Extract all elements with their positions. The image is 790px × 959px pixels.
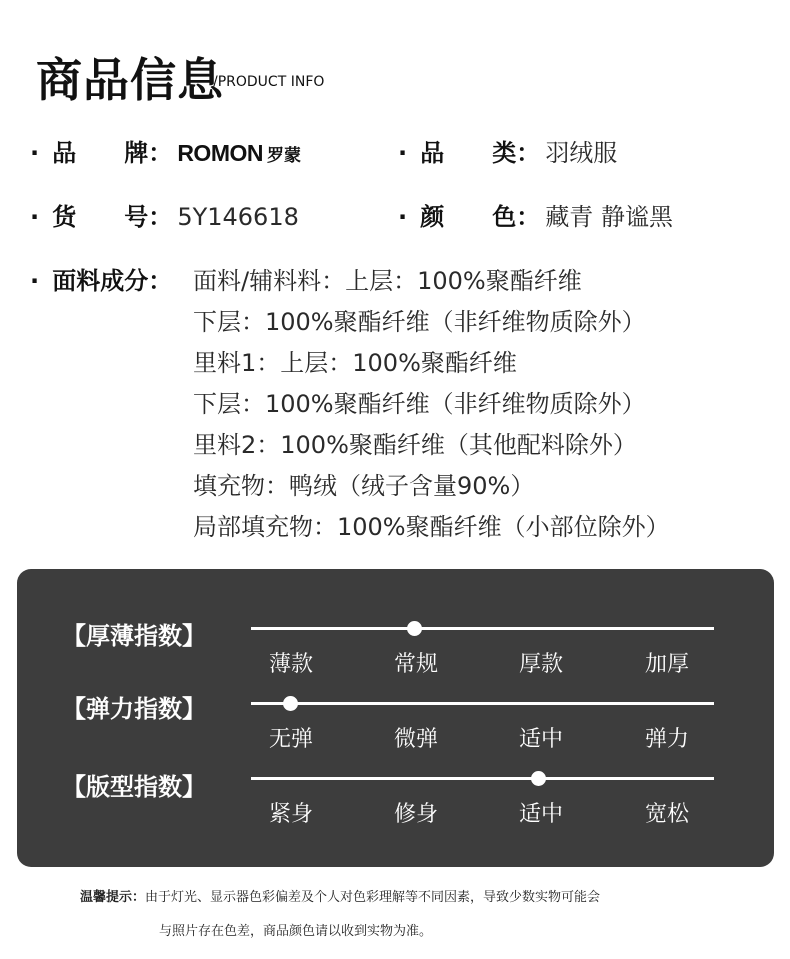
elasticity-level: 无弹	[268, 727, 313, 752]
composition-label: 面料成分：	[52, 267, 173, 295]
thickness-level: 厚款	[518, 652, 563, 677]
info-row-category	[398, 133, 617, 168]
page-title: 商品信息	[36, 53, 224, 107]
fit-knob	[531, 771, 546, 786]
thickness-level: 常规	[393, 652, 438, 677]
composition-line: 里料2：100%聚酯纤维（其他配料除外）	[193, 431, 637, 459]
brand-value: ROMON	[177, 140, 263, 166]
page-subtitle: /PRODUCT INFO	[213, 74, 325, 90]
thickness-track	[251, 627, 714, 630]
bullet: ·	[398, 203, 408, 231]
brand-label: 品 牌：	[52, 139, 173, 167]
composition-line: 填充物：鸭绒（绒子含量90%）	[193, 472, 535, 500]
elasticity-level: 适中	[518, 727, 563, 752]
info-row-color	[398, 197, 673, 232]
sku-value: 5Y146618	[177, 203, 299, 231]
fit-track	[251, 777, 714, 780]
thickness-level: 加厚	[644, 652, 689, 677]
fit-index-title: 【版型指数】	[62, 773, 206, 801]
bullet: ·	[30, 267, 40, 295]
brand-value-cn: 罗蒙	[266, 146, 301, 166]
elasticity-index-title: 【弹力指数】	[62, 695, 206, 723]
composition-line: 下层：100%聚酯纤维（非纤维物质除外）	[193, 308, 646, 336]
footnote-line-1	[80, 886, 600, 905]
thickness-level: 薄款	[268, 652, 313, 677]
fit-level: 修身	[393, 802, 438, 827]
fit-level: 适中	[518, 802, 563, 827]
composition-line: 面料/辅料料：上层：100%聚酯纤维	[193, 267, 582, 295]
info-row-brand	[30, 133, 301, 168]
bullet: ·	[30, 203, 40, 231]
footnote-line-2: 与照片存在色差，商品颜色请以收到实物为准。	[159, 924, 433, 939]
thickness-index-title: 【厚薄指数】	[62, 622, 206, 650]
color-label: 颜 色：	[420, 203, 541, 231]
category-value: 羽绒服	[545, 139, 618, 167]
composition-line: 里料1：上层：100%聚酯纤维	[193, 349, 517, 377]
fit-level: 宽松	[644, 802, 689, 827]
elasticity-track	[251, 702, 714, 705]
category-label: 品 类：	[420, 139, 541, 167]
composition-line: 局部填充物：100%聚酯纤维（小部位除外）	[193, 513, 670, 541]
footnote-label: 温馨提示：	[80, 890, 146, 905]
info-row-composition	[30, 261, 172, 296]
elasticity-level: 微弹	[393, 727, 438, 752]
sku-label: 货 号：	[52, 203, 173, 231]
bullet: ·	[398, 139, 408, 167]
fit-level: 紧身	[268, 802, 313, 827]
elasticity-level: 弹力	[644, 727, 689, 752]
color-value: 藏青 静谧黑	[545, 203, 673, 231]
info-row-sku	[30, 197, 299, 232]
composition-line: 下层：100%聚酯纤维（非纤维物质除外）	[193, 390, 646, 418]
footnote-text: 由于灯光、显示器色彩偏差及个人对色彩理解等不同因素，导致少数实物可能会	[145, 890, 601, 905]
bullet: ·	[30, 139, 40, 167]
